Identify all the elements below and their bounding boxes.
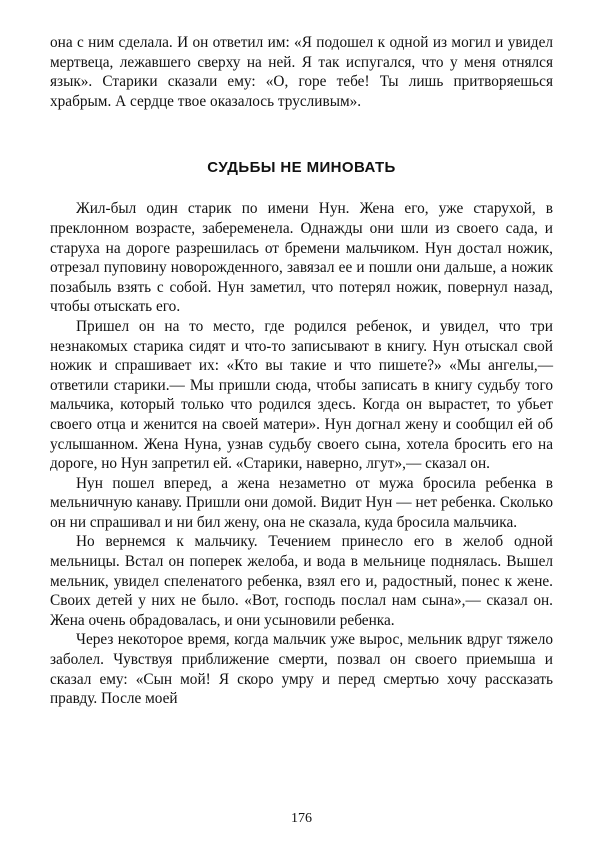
story-paragraph: Нун пошел вперед, а жена незаметно от мужа бросила ребенка в мельничную канаву. Пришли они домой. Видит Нун — нет ребенка. Сколько он ни спрашивал и ни бил жену, она не сказала, куда бросила мальчика. <box>50 474 553 531</box>
opening-paragraph: она с ним сделала. И он ответил им: «Я подошел к одной из могил и увидел мертвеца, лежавшего сверху на ней. Я так испугался, что у меня отнялся язык». Старики сказали ему: «О, горе тебе! Ты лишь притворяешься храбрым. А сердце твое оказалось трусливым». <box>50 34 553 110</box>
book-page <box>50 33 553 826</box>
story-paragraph: Пришел он на то место, где родился ребенок, и увидел, что три незнакомых старика сидят и что-то записывают в книгу. Нун отыскал свой ножик и спрашивает их: «Кто вы такие и что пишете?» «Мы ангелы,— ответили старики.— Мы пришли сюда, чтобы записать в книгу судьбу того мальчика, который только что родился здесь. Когда он вырастет, то убьет своего отца и женится на своей матери». Нун догнал жену и сообщил ей об услышанном. Жена Нуна, узнав судьбу своего сына, хотела бросить его на дороге, но Нун запретил ей. «Старики, наверно, лгут»,— сказал он. <box>50 317 553 473</box>
story-paragraph: Жил-был один старик по имени Нун. Жена его, уже старухой, в преклонном возрасте, забеременела. Однажды они шли из своего сада, и старуха на дороге разрешилась от бремени мальчиком. Нун достал ножик, отрезал пуповину новорожденного, завязал ее и пошли они дальше, а ножик позабыль взять с собой. Нун заметил, что потерял ножик, повернул назад, чтобы отыскать его. <box>50 200 553 316</box>
story-paragraph: Через некоторое время, когда мальчик уже вырос, мельник вдруг тяжело заболел. Чувствуя приближение смерти, позвал он своего приемыша и сказал ему: «Сын мой! Я скоро умру и перед смертью хочу рассказать правду. После моей <box>50 631 553 708</box>
story-title: СУДЬБЫ НЕ МИНОВАТЬ <box>207 159 396 177</box>
page-number: 176 <box>291 811 312 826</box>
story-paragraph: Но вернемся к мальчику. Течением принесло его в желоб одной мельницы. Встал он поперек желоба, и вода в мельнице поднялась. Вышел мельник, увидел спеленатого ребенка, взял его и, радостный, понес к жене. Своих детей у них не было. «Вот, господь послал нам сына»,— сказал он. Жена очень обрадовалась, и они усыновили ребенка. <box>50 533 553 629</box>
